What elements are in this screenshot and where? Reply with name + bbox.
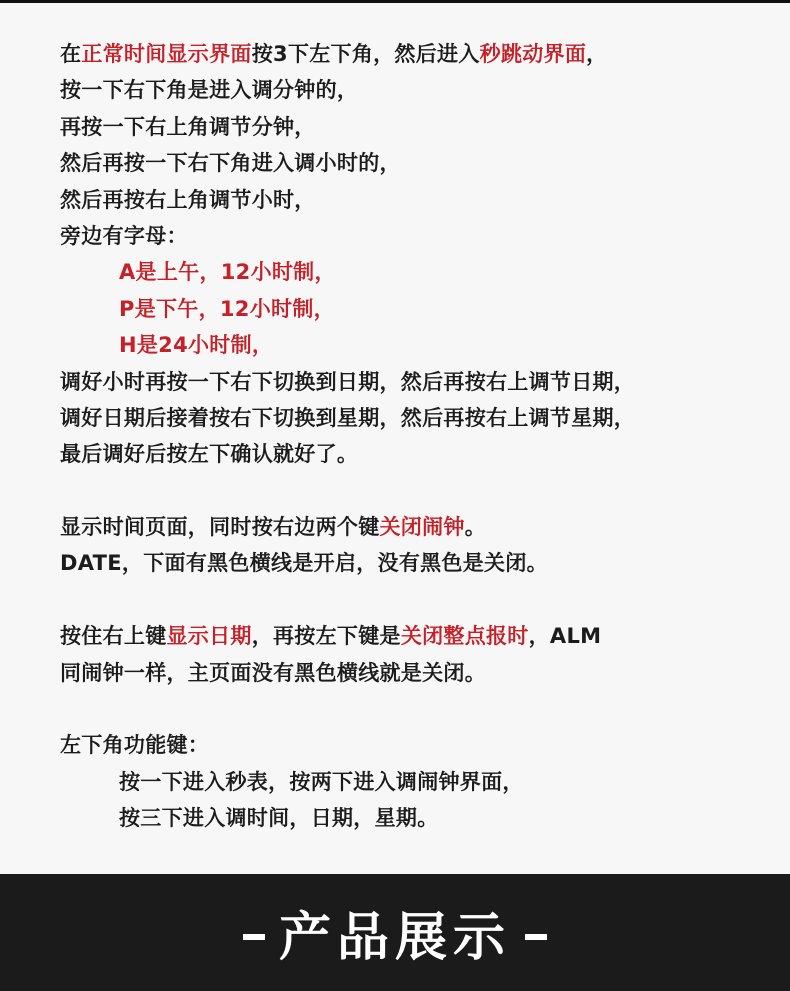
function-key-heading: 左下角功能键： bbox=[60, 733, 210, 758]
instruction-line-4: 然后再按一下右下角进入调小时的， bbox=[60, 151, 401, 176]
function-key-item-1: 按一下进入秒表，按两下进入调闹钟界面， bbox=[119, 769, 524, 794]
left-dash-decoration bbox=[243, 934, 265, 940]
text-segment: ，ALM bbox=[528, 624, 602, 649]
top-border bbox=[0, 0, 790, 3]
banner-title-row bbox=[0, 874, 790, 991]
text-segment: 显示时间页面，同时按右边两个键 bbox=[60, 515, 380, 540]
text-segment: ， bbox=[586, 42, 608, 66]
alarm-line-2: DATE，下面有黑色横线是开启，没有黑色是关闭。 bbox=[60, 551, 548, 576]
instruction-line-1 bbox=[60, 36, 760, 72]
instruction-line-9: 最后调好后按左下确认就好了。 bbox=[60, 442, 359, 467]
instruction-line-6: 旁边有字母： bbox=[60, 223, 188, 248]
instruction-text bbox=[60, 36, 760, 837]
mode-text: H是24小时制， bbox=[119, 333, 274, 358]
instruction-line-8: 调好日期后接着按右下切换到星期，然后再按右上调节星期， bbox=[60, 405, 636, 430]
right-dash-decoration bbox=[525, 934, 547, 940]
mode-item-pm bbox=[60, 291, 760, 327]
text-segment: ，再按左下键是 bbox=[251, 624, 401, 649]
text-segment: 按住右上键 bbox=[60, 624, 167, 649]
highlight-normal-time-display: 正常时间显示界面 bbox=[81, 42, 252, 66]
spacer bbox=[60, 691, 760, 727]
alarm-line-1 bbox=[60, 509, 760, 545]
instruction-line-3: 再按一下右上角调节分钟， bbox=[60, 114, 316, 139]
product-banner bbox=[0, 874, 790, 991]
instruction-line-5: 然后再按右上角调节小时， bbox=[60, 187, 316, 212]
highlight-seconds-screen: 秒跳动界面 bbox=[479, 42, 587, 66]
chime-line-2: 同闹钟一样，主页面没有黑色横线就是关闭。 bbox=[60, 660, 486, 685]
function-key-item-2: 按三下进入调时间，日期，星期。 bbox=[119, 806, 439, 831]
chime-line-1 bbox=[60, 618, 760, 654]
text-segment: 按3下左下角，然后进入 bbox=[251, 42, 480, 66]
highlight-show-date: 显示日期 bbox=[166, 624, 252, 649]
highlight-alarm-off: 关闭闹钟 bbox=[379, 515, 465, 540]
mode-text: A是上午，12小时制， bbox=[119, 260, 336, 285]
mode-text: P是下午，12小时制， bbox=[119, 296, 335, 321]
instruction-line-7: 调好小时再按一下右下切换到日期，然后再按右上调节日期， bbox=[60, 369, 636, 394]
mode-item-am bbox=[60, 254, 760, 290]
instruction-line-2: 按一下右下角是进入调分钟的， bbox=[60, 78, 359, 103]
text-segment: 在 bbox=[60, 42, 82, 66]
mode-item-24h bbox=[60, 327, 760, 363]
spacer bbox=[60, 582, 760, 618]
banner-title: 产品展示 bbox=[278, 908, 511, 968]
spacer bbox=[60, 473, 760, 509]
highlight-hourly-chime-off: 关闭整点报时 bbox=[400, 624, 529, 649]
text-segment: 。 bbox=[464, 515, 487, 540]
